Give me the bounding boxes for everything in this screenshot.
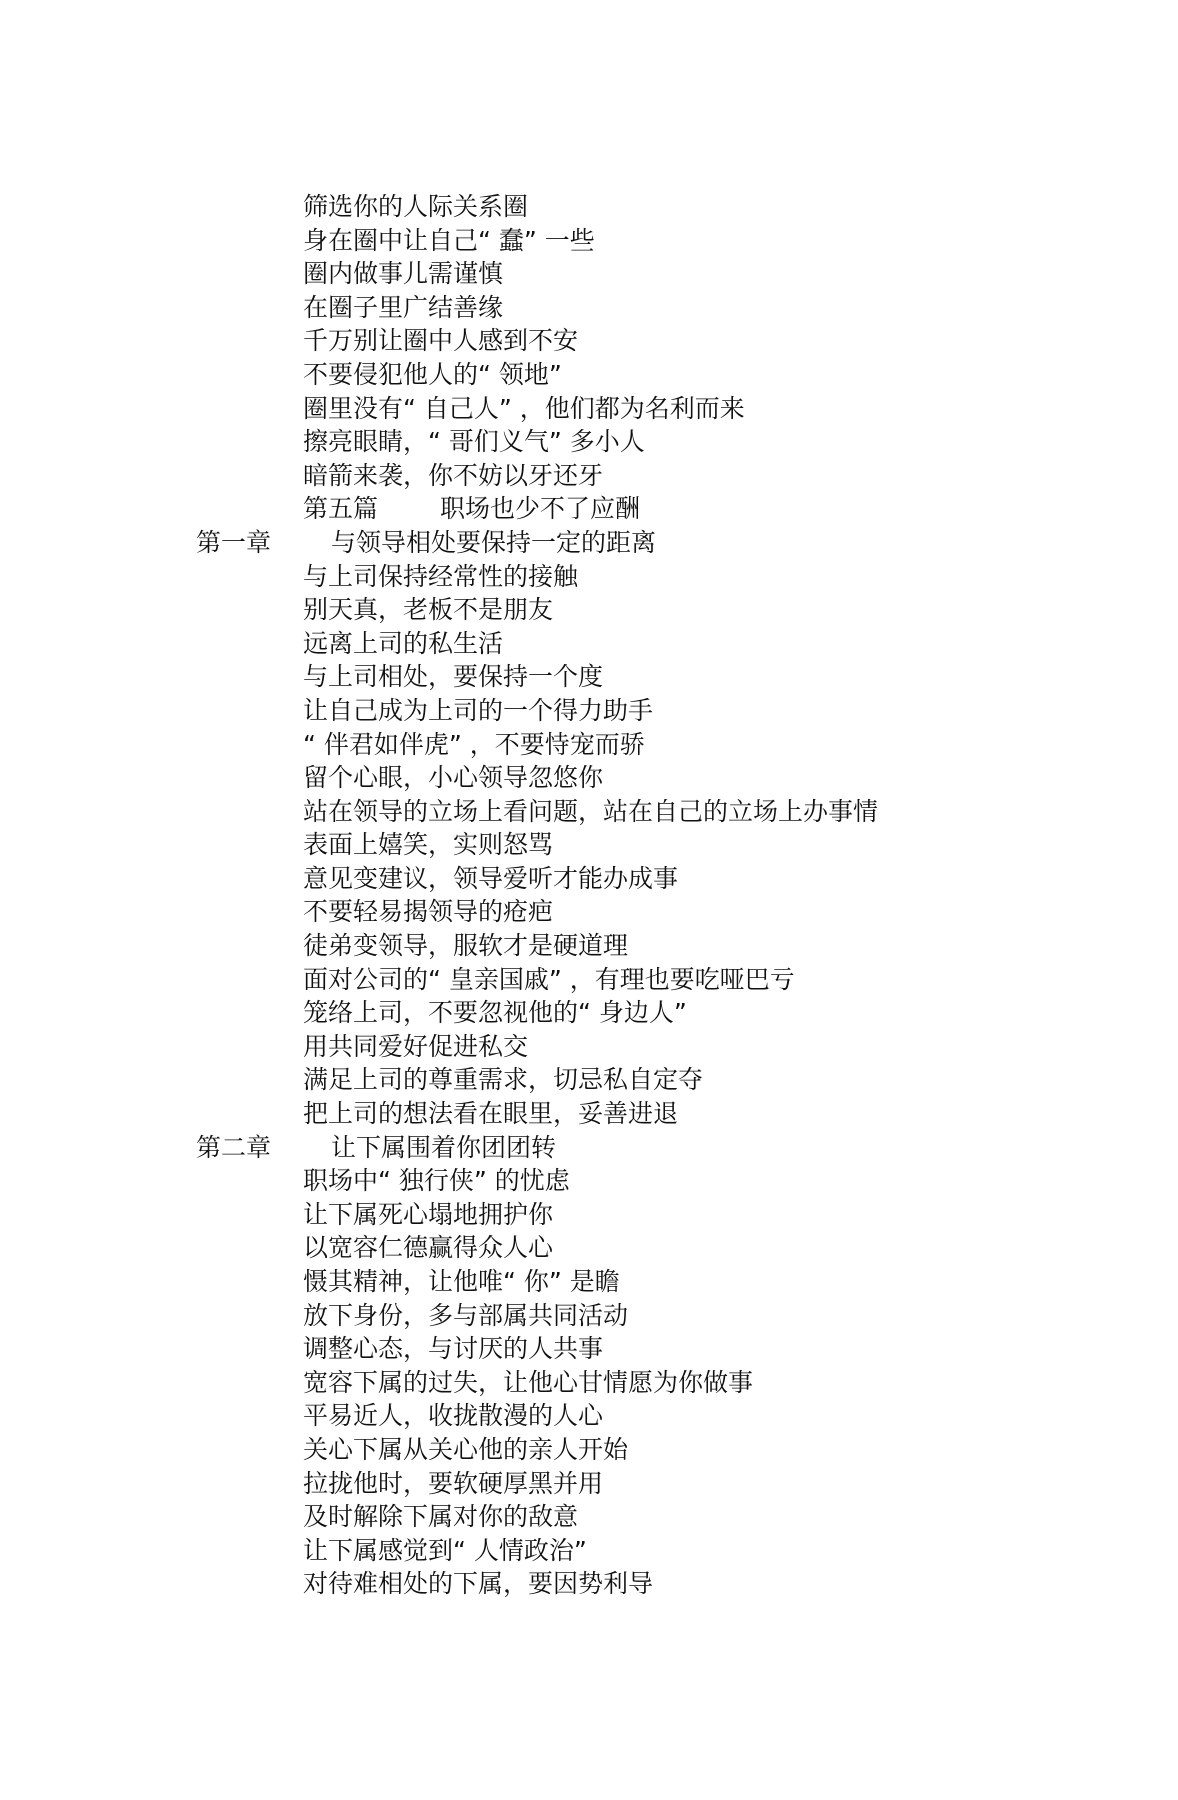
item-title: 表面上嬉笑，实则怒骂 bbox=[303, 830, 554, 860]
item-title: 笼络上司，不要忽视他的“ 身边人” bbox=[303, 998, 687, 1028]
toc-item bbox=[0, 1332, 1178, 1366]
item-title: 满足上司的尊重需求，切忌私自定夺 bbox=[303, 1065, 704, 1095]
toc-chapter-heading bbox=[0, 526, 1178, 560]
toc-item bbox=[0, 459, 1178, 493]
chapter-label: 第一章 bbox=[196, 527, 272, 557]
item-title: 圈里没有“ 自己人” ，他们都为名利而来 bbox=[303, 393, 745, 423]
toc-item bbox=[0, 1500, 1178, 1534]
toc-item bbox=[0, 190, 1178, 224]
chapter-title: 让下属围着你团团转 bbox=[331, 1132, 557, 1162]
toc-item bbox=[0, 1366, 1178, 1400]
item-title: 千万别让圈中人感到不安 bbox=[303, 326, 579, 356]
item-title: 擦亮眼睛，“ 哥们义气” 多小人 bbox=[303, 427, 645, 457]
item-title: 圈内做事儿需谨慎 bbox=[303, 259, 504, 289]
item-title: 与上司相处，要保持一个度 bbox=[303, 662, 604, 692]
toc-item bbox=[0, 660, 1178, 694]
toc-item bbox=[0, 425, 1178, 459]
toc-item bbox=[0, 795, 1178, 829]
item-title: 不要轻易揭领导的疮疤 bbox=[303, 897, 554, 927]
item-title: 面对公司的“ 皇亲国戚” ，有理也要吃哑巴亏 bbox=[303, 964, 795, 994]
item-title: 让自己成为上司的一个得力助手 bbox=[303, 695, 654, 725]
toc-item bbox=[0, 862, 1178, 896]
item-title: 留个心眼，小心领导忽悠你 bbox=[303, 763, 604, 793]
toc-item bbox=[0, 1567, 1178, 1601]
toc-item bbox=[0, 627, 1178, 661]
item-title: 用共同爱好促进私交 bbox=[303, 1031, 529, 1061]
toc-item bbox=[0, 1433, 1178, 1467]
toc-item bbox=[0, 761, 1178, 795]
toc-part-heading bbox=[0, 492, 1178, 526]
toc-item bbox=[0, 963, 1178, 997]
toc-item bbox=[0, 1467, 1178, 1501]
toc-item bbox=[0, 358, 1178, 392]
item-title: 身在圈中让自己“ 蠢” 一些 bbox=[303, 225, 595, 255]
chapter-title: 与领导相处要保持一定的距离 bbox=[331, 527, 657, 557]
item-title: 职场中“ 独行侠” 的忧虑 bbox=[303, 1166, 570, 1196]
toc-chapter-heading bbox=[0, 1131, 1178, 1165]
item-title: 调整心态，与讨厌的人共事 bbox=[303, 1334, 604, 1364]
toc-item bbox=[0, 1534, 1178, 1568]
part-label: 第五篇 bbox=[303, 494, 379, 524]
toc-item bbox=[0, 392, 1178, 426]
item-title: 以宽容仁德赢得众人心 bbox=[303, 1233, 554, 1263]
item-title: 让下属感觉到“ 人情政治” bbox=[303, 1535, 587, 1565]
item-title: 平易近人，收拢散漫的人心 bbox=[303, 1401, 604, 1431]
toc-item bbox=[0, 224, 1178, 258]
item-title: 筛选你的人际关系圈 bbox=[303, 192, 529, 221]
item-title: 关心下属从关心他的亲人开始 bbox=[303, 1434, 629, 1464]
toc-item bbox=[0, 324, 1178, 358]
item-title: 远离上司的私生活 bbox=[303, 628, 504, 658]
item-title: 别天真，老板不是朋友 bbox=[303, 595, 554, 625]
toc-item bbox=[0, 694, 1178, 728]
toc-item bbox=[0, 1198, 1178, 1232]
toc-item bbox=[0, 1097, 1178, 1131]
item-title: 徒弟变领导，服软才是硬道理 bbox=[303, 931, 629, 961]
toc-item bbox=[0, 1265, 1178, 1299]
item-title: 把上司的想法看在眼里，妥善进退 bbox=[303, 1099, 679, 1129]
toc-item bbox=[0, 728, 1178, 762]
item-title: 让下属死心塌地拥护你 bbox=[303, 1199, 554, 1229]
table-of-contents bbox=[0, 190, 1178, 1601]
toc-item bbox=[0, 996, 1178, 1030]
item-title: 宽容下属的过失，让他心甘情愿为你做事 bbox=[303, 1367, 754, 1397]
item-title: 及时解除下属对你的敌意 bbox=[303, 1502, 579, 1532]
toc-item bbox=[0, 895, 1178, 929]
item-title: 在圈子里广结善缘 bbox=[303, 292, 504, 322]
item-title: 放下身份，多与部属共同活动 bbox=[303, 1300, 629, 1330]
item-title: “ 伴君如伴虎” ，不要恃宠而骄 bbox=[303, 729, 645, 759]
item-title: 与上司保持经常性的接触 bbox=[303, 561, 579, 591]
toc-item bbox=[0, 1399, 1178, 1433]
toc-item bbox=[0, 560, 1178, 594]
toc-item bbox=[0, 828, 1178, 862]
item-title: 暗箭来袭，你不妨以牙还牙 bbox=[303, 460, 604, 490]
item-title: 对待难相处的下属，要因势利导 bbox=[303, 1569, 654, 1599]
item-title: 不要侵犯他人的“ 领地” bbox=[303, 359, 562, 389]
toc-item bbox=[0, 1231, 1178, 1265]
part-title: 职场也少不了应酬 bbox=[440, 494, 641, 524]
toc-item bbox=[0, 1030, 1178, 1064]
toc-item bbox=[0, 1164, 1178, 1198]
toc-item bbox=[0, 1063, 1178, 1097]
item-title: 拉拢他时，要软硬厚黑并用 bbox=[303, 1468, 604, 1498]
chapter-label: 第二章 bbox=[196, 1132, 272, 1162]
toc-item bbox=[0, 291, 1178, 325]
item-title: 意见变建议，领导爱听才能办成事 bbox=[303, 863, 679, 893]
toc-item bbox=[0, 1299, 1178, 1333]
item-title: 站在领导的立场上看问题，站在自己的立场上办事情 bbox=[303, 796, 879, 826]
item-title: 慑其精神，让他唯“ 你” 是瞻 bbox=[303, 1267, 620, 1296]
toc-item bbox=[0, 929, 1178, 963]
toc-item bbox=[0, 593, 1178, 627]
toc-item bbox=[0, 257, 1178, 291]
